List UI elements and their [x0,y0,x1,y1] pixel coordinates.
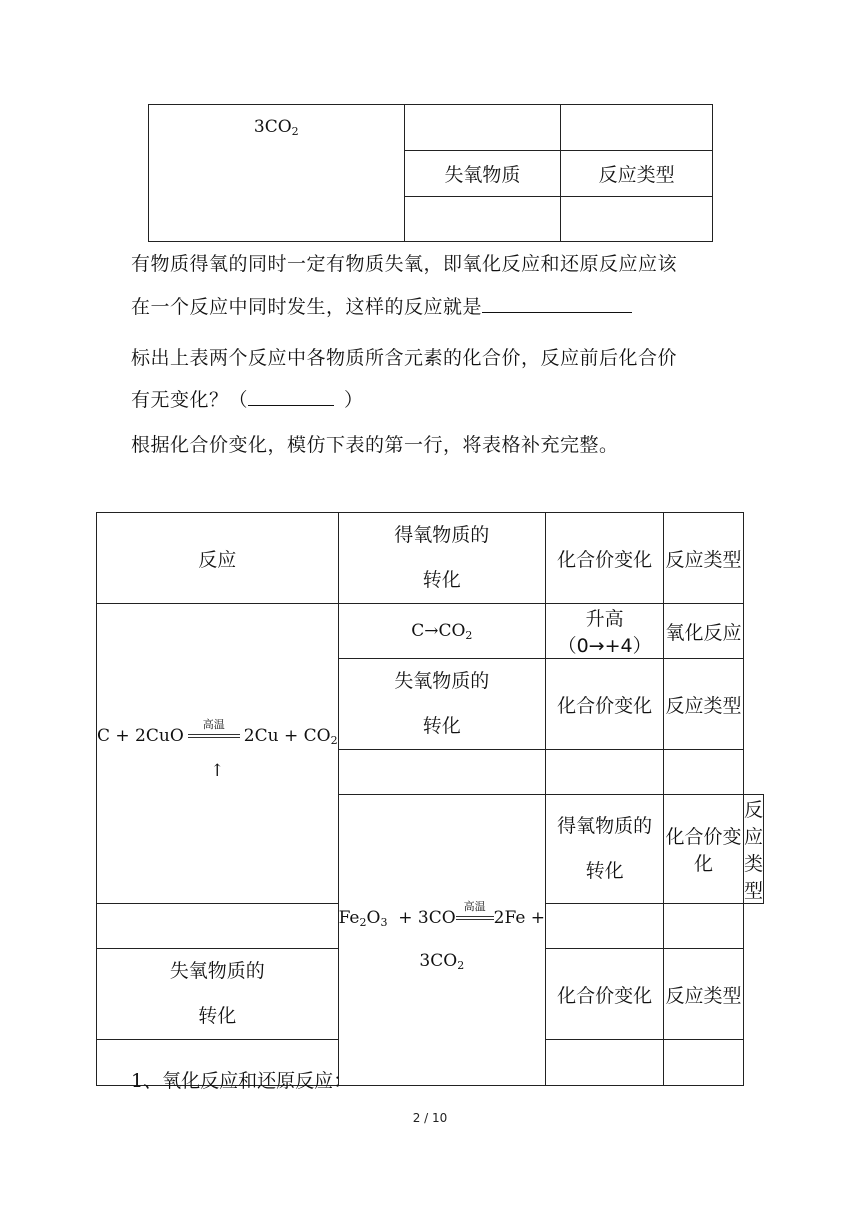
r1-valence-header: 化合价变化 [546,659,664,750]
r2-valence-header: 化合价变化 [664,795,744,904]
paragraph-redox-line1: 有物质得氧的同时一定有物质失氧，即氧化反应和还原反应应该 [131,253,678,275]
example-type: 氧化反应 [664,604,744,659]
paragraph-instruction: 根据化合价变化，模仿下表的第一行，将表格补充完整。 [131,434,619,456]
reaction-2-cell: $Fe_2O_3 + 3CO$ 高温 2Fe + $3CO_2$ [338,795,545,1086]
gas-arrow-icon: ↑ [210,761,225,781]
blank-cell[interactable] [404,197,561,242]
redox-table [96,512,764,1086]
formula-cell [149,105,405,242]
reaction-type-header: 反应类型 [561,151,713,197]
reaction-1-equation: C + 2CuO 高温 $2Cu + CO_2$ [97,717,338,747]
example-conversion: $C\to CO_2$ [338,604,545,659]
r2-type-header-2: 反应类型 [664,949,744,1040]
r2-valence-header-2: 化合价变化 [546,949,664,1040]
r2-type-header: 反应类型 [743,795,763,904]
blank-cell[interactable] [664,750,744,795]
page-number: 2 / 10 [412,1111,448,1125]
blank-cell[interactable] [546,904,664,949]
blank-cell[interactable] [404,105,561,151]
r2-lose-oxygen-header: 失氧物质的 转化 [97,949,339,1040]
paragraph-valence-line1: 标出上表两个反应中各物质所含元素的化合价，反应前后化合价 [131,347,678,369]
paragraph-redox-line2: 在一个反应中同时发生，这样的反应就是 [131,286,632,329]
answer-blank-valence[interactable] [248,385,334,406]
lose-oxygen-header: 失氧物质 [404,151,561,197]
example-valence: 升高（0→+4） [546,604,664,659]
answer-blank-reaction[interactable] [482,292,632,313]
r1-lose-oxygen-header: 失氧物质的 转化 [338,659,545,750]
r2-gain-oxygen-header: 得氧物质的 转化 [546,795,664,904]
table-continuation [148,104,713,242]
blank-cell[interactable] [338,750,545,795]
blank-cell[interactable] [97,904,339,949]
blank-cell[interactable] [561,105,713,151]
paragraph-valence-line2: 有无变化？（ ） [131,379,364,422]
blank-cell[interactable] [546,1040,664,1086]
header-type: 反应类型 [664,513,744,604]
formula-3co2: $3CO_2$ [253,117,299,138]
reaction-1-cell [97,604,339,904]
r1-type-header: 反应类型 [664,659,744,750]
section-heading: 1、氧化反应和还原反应： [131,1070,353,1092]
blank-cell[interactable] [664,1040,744,1086]
reaction-2-equation: $Fe_2O_3 + 3CO$ 高温 2Fe + [338,899,546,929]
equals-sign-high-temp: 高温 [456,914,494,924]
blank-cell[interactable] [664,904,744,949]
header-gain-oxygen: 得氧物质的 转化 [338,513,545,604]
header-reaction: 反应 [97,513,339,604]
blank-cell[interactable] [561,197,713,242]
header-valence: 化合价变化 [546,513,664,604]
blank-cell[interactable] [546,750,664,795]
equals-sign-high-temp: 高温 [188,732,240,742]
